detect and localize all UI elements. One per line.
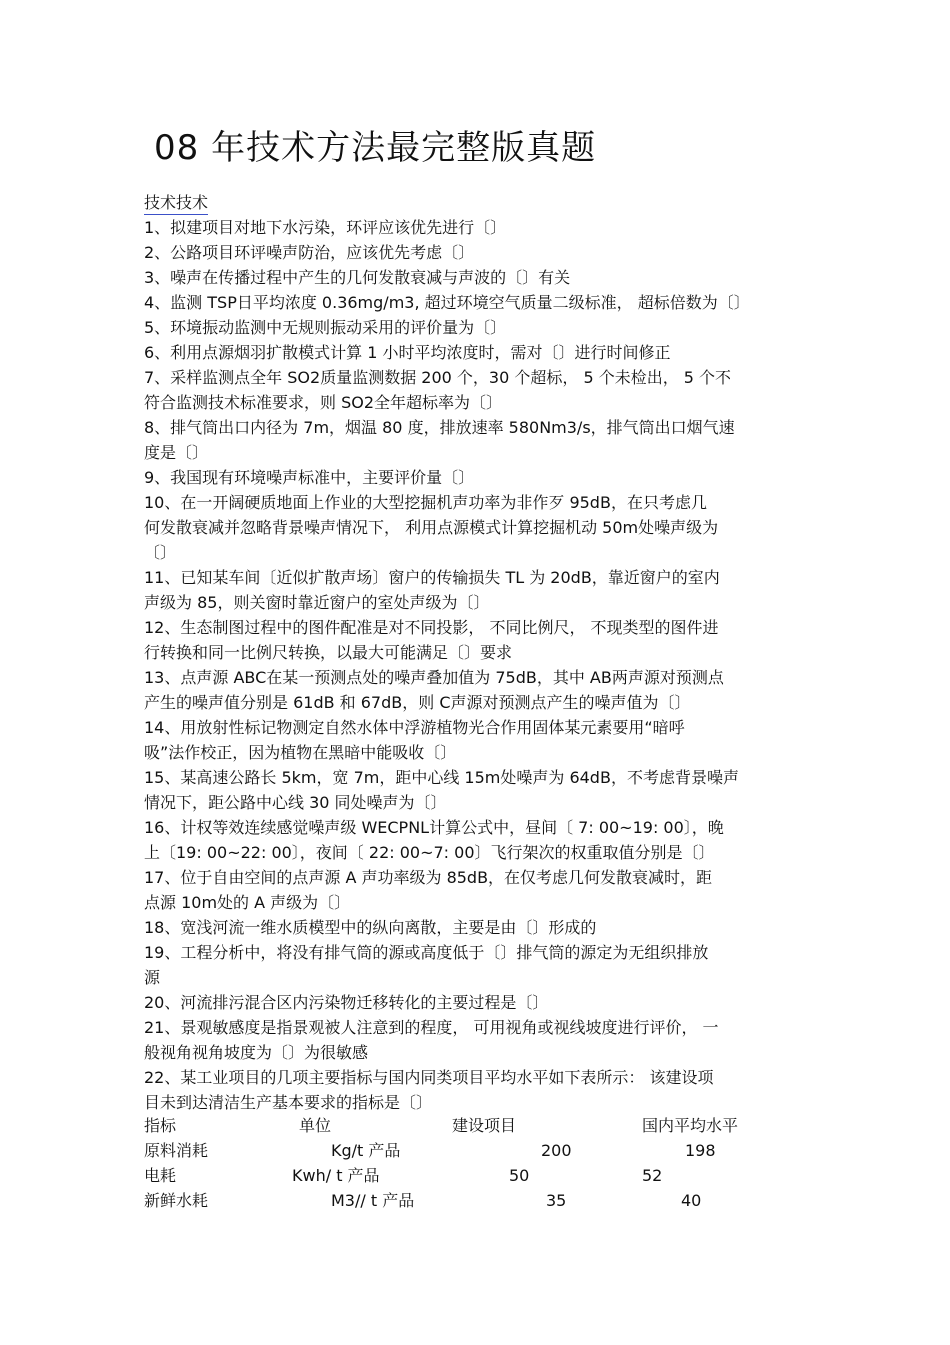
- question-line: 6、利用点源烟羽扩散模式计算 1 小时平均浓度时，需对〔〕进行时间修正: [144, 343, 671, 362]
- table-cell: 单位: [299, 1116, 332, 1135]
- question-line: 般视角视角坡度为〔〕为很敏感: [144, 1043, 369, 1062]
- question-line: 14、用放射性标记物测定自然水体中浮游植物光合作用固体某元素要用“暗呼: [144, 718, 685, 737]
- question-line: 〔〕: [144, 543, 177, 562]
- question-line: 声级为 85，则关窗时靠近窗户的室处声级为〔〕: [144, 593, 490, 612]
- question-line: 16、计权等效连续感觉噪声级 WECPNL计算公式中，昼间〔 7: 00~19: 00〕，晚: [144, 818, 724, 837]
- question-line: 点源 10m处的 A 声级为〔〕: [144, 893, 351, 912]
- table-row: [144, 1163, 804, 1188]
- question-line: 何发散衰减并忽略背景噪声情况下， 利用点源模式计算挖掘机动 50m处噪声级为: [144, 518, 719, 537]
- table-cell: 40: [681, 1191, 702, 1210]
- document-title: 08 年技术方法最完整版真题: [154, 128, 597, 168]
- section-subheading: 技术技术: [144, 190, 208, 215]
- question-line: 目未到达清洁生产基本要求的指标是〔〕: [144, 1093, 433, 1112]
- question-line: 2、公路项目环评噪声防治，应该优先考虑〔〕: [144, 243, 475, 262]
- question-line: 符合监测技术标准要求，则 SO2全年超标率为〔〕: [144, 393, 503, 412]
- question-line: 20、河流排污混合区内污染物迁移转化的主要过程是〔〕: [144, 993, 549, 1012]
- table-cell: 50: [509, 1166, 530, 1185]
- table-row: [144, 1138, 804, 1163]
- table-cell: M3// t 产品: [331, 1191, 415, 1210]
- question-line: 7、采样监测点全年 SO2质量监测数据 200 个，30 个超标， 5 个未检出， 5 个不: [144, 368, 732, 387]
- table-row: [144, 1188, 804, 1213]
- table-cell: 指标: [144, 1116, 177, 1135]
- question-line: 19、工程分析中，将没有排气筒的源或高度低于〔〕排气筒的源定为无组织排放: [144, 943, 709, 962]
- question-line: 行转换和同一比例尺转换，以最大可能满足〔〕要求: [144, 643, 513, 662]
- question-list: [144, 215, 814, 1115]
- table-cell: 电耗: [144, 1166, 177, 1185]
- question-line: 21、景观敏感度是指景观被人注意到的程度， 可用视角或视线坡度进行评价， 一: [144, 1018, 719, 1037]
- question-line: 4、监测 TSP日平均浓度 0.36mg/m3, 超过环境空气质量二级标准， 超标倍数为〔〕: [144, 293, 750, 312]
- indicator-table: [144, 1113, 804, 1213]
- question-line: 22、某工业项目的几项主要指标与国内同类项目平均水平如下表所示： 该建设项: [144, 1068, 714, 1087]
- table-header-row: [144, 1113, 804, 1138]
- question-line: 吸”法作校正，因为植物在黑暗中能吸收〔〕: [144, 743, 457, 762]
- question-line: 11、已知某车间〔近似扩散声场〕窗户的传输损失 TL 为 20dB，靠近窗户的室内: [144, 568, 720, 587]
- table-cell: 35: [546, 1191, 567, 1210]
- table-cell: 建设项目: [452, 1116, 517, 1135]
- question-line: 8、排气筒出口内径为 7m，烟温 80 度，排放速率 580Nm3/s，排气筒出口烟气速: [144, 418, 735, 437]
- question-line: 10、在一开阔硬质地面上作业的大型挖掘机声功率为非作歹 95dB，在只考虑几: [144, 493, 707, 512]
- question-line: 源: [144, 968, 161, 987]
- question-line: 度是〔〕: [144, 443, 209, 462]
- table-cell: 52: [642, 1166, 663, 1185]
- table-cell: 原料消耗: [144, 1141, 209, 1160]
- question-line: 17、位于自由空间的点声源 A 声功率级为 85dB，在仅考虑几何发散衰减时，距: [144, 868, 713, 887]
- question-line: 情况下，距公路中心线 30 同处噪声为〔〕: [144, 793, 447, 812]
- question-line: 3、噪声在传播过程中产生的几何发散衰减与声波的〔〕有关: [144, 268, 571, 287]
- table-cell: 200: [541, 1141, 572, 1160]
- question-line: 上〔19: 00~22: 00〕，夜间〔 22: 00~7: 00〕飞行架次的权重取值分别是〔〕: [144, 843, 715, 862]
- question-line: 18、宽浅河流一维水质模型中的纵向离散，主要是由〔〕形成的: [144, 918, 597, 937]
- question-line: 9、我国现有环境噪声标准中，主要评价量〔〕: [144, 468, 475, 487]
- table-cell: Kg/t 产品: [331, 1141, 401, 1160]
- table-cell: 198: [685, 1141, 716, 1160]
- table-cell: Kwh/ t 产品: [292, 1166, 380, 1185]
- question-line: 5、环境振动监测中无规则振动采用的评价量为〔〕: [144, 318, 507, 337]
- question-line: 产生的噪声值分别是 61dB 和 67dB，则 C声源对预测点产生的噪声值为〔〕: [144, 693, 691, 712]
- question-line: 15、某高速公路长 5km，宽 7m，距中心线 15m处噪声为 64dB，不考虑背景噪声: [144, 768, 739, 787]
- table-cell: 新鲜水耗: [144, 1191, 209, 1210]
- question-line: 13、点声源 ABC在某一预测点处的噪声叠加值为 75dB，其中 AB两声源对预测点: [144, 668, 724, 687]
- question-line: 1、拟建项目对地下水污染，环评应该优先进行〔〕: [144, 218, 507, 237]
- table-cell: 国内平均水平: [642, 1116, 739, 1135]
- question-line: 12、生态制图过程中的图件配准是对不同投影， 不同比例尺， 不现类型的图件进: [144, 618, 719, 637]
